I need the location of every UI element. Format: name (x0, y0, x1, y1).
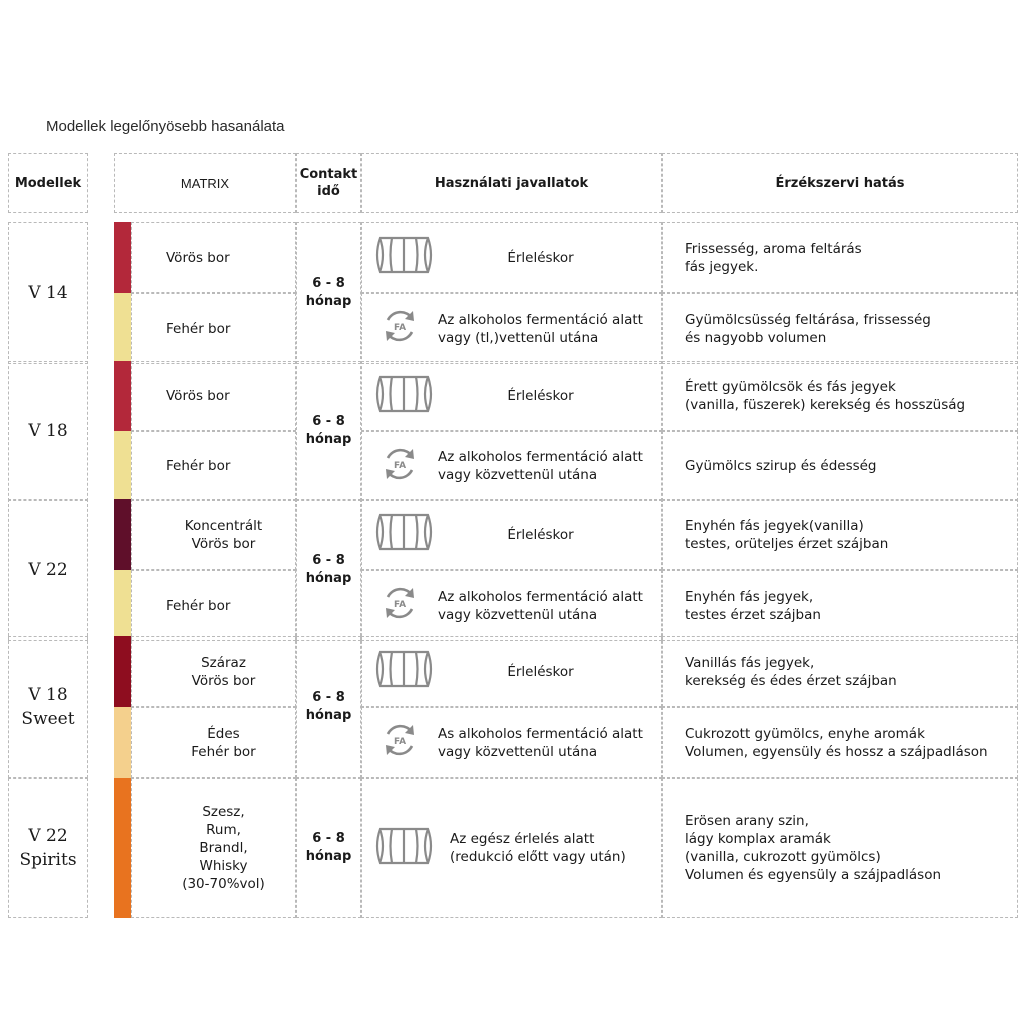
cell-text: 6 - 8 hónap (305, 414, 352, 447)
matrix-color-swatch (114, 499, 131, 570)
cell-text: Érleléskor (507, 249, 574, 266)
cell-text: Száraz Vörös bor (191, 654, 256, 689)
cell-text: Érleléskor (507, 526, 574, 543)
cell-text: Fehér bor (166, 320, 231, 337)
barrel-icon (372, 234, 436, 281)
model-cell-3 (8, 636, 88, 778)
header-contact-time: Contakt idő (296, 153, 361, 213)
effect-cell (662, 570, 1018, 641)
cell-text: Szesz, Rum, Brandl, Whisky (30-70%vol) (182, 804, 265, 892)
cell-text: Cukrozott gyümölcs, enyhe aromák Volumen, egyensüly és hossz a szájpadláson (685, 725, 988, 760)
usage-cell (361, 293, 662, 364)
usage-cell (361, 361, 662, 431)
matrix-color-swatch (114, 778, 131, 918)
effect-cell (662, 431, 1018, 501)
matrix-cell (131, 431, 296, 501)
usage-cell (361, 222, 662, 293)
cell-text: Enyhén fás jegyek(vanilla) testes, orüteljes érzet szájban (685, 517, 889, 552)
fermentation-cycle-icon (380, 306, 420, 351)
svg-text:FA: FA (393, 460, 407, 471)
matrix-cell (131, 778, 296, 918)
matrix-cell (131, 293, 296, 364)
matrix-color-swatch (114, 361, 131, 431)
effect-cell (662, 778, 1018, 918)
matrix-color-swatch (114, 293, 131, 364)
header-usage: Használati javallatok (361, 153, 662, 213)
matrix-cell (131, 361, 296, 431)
cell-text: Az alkoholos fermentáció alatt vagy közvettenül utána (438, 449, 643, 483)
cell-text: As alkoholos fermentáció alatt vagy közvettenül utána (438, 725, 643, 760)
cell-text: 6 - 8 hónap (305, 831, 352, 864)
cell-text: Az alkoholos fermentáció alatt vagy közvettenül utána (438, 588, 643, 623)
fermentation-cycle-icon (380, 583, 420, 628)
cell-text: V 18 Sweet (21, 685, 75, 729)
cell-text: Frissesség, aroma feltárás fás jegyek. (685, 240, 862, 275)
header-matrix: MATRIX (114, 153, 296, 213)
page-title: Modellek legelőnyösebb hasanálata (46, 118, 285, 135)
barrel-icon (372, 648, 436, 695)
cell-text: V 18 (28, 421, 68, 441)
cell-text: Enyhén fás jegyek, testes érzet szájban (685, 588, 821, 623)
barrel-icon (372, 511, 436, 558)
header-models: Modellek (8, 153, 88, 213)
usage-cell (361, 778, 662, 918)
model-cell-2 (8, 499, 88, 641)
contact-time-cell-1 (296, 361, 361, 501)
matrix-cell (131, 707, 296, 778)
effect-cell (662, 499, 1018, 570)
svg-text:FA: FA (393, 737, 407, 747)
model-cell-1 (8, 361, 88, 501)
effect-cell (662, 707, 1018, 778)
barrel-icon (372, 825, 436, 872)
usage-cell (361, 636, 662, 707)
cell-text: Fehér bor (166, 458, 231, 474)
effect-cell (662, 361, 1018, 431)
cell-text: V 22 Spirits (19, 826, 77, 870)
svg-text:FA: FA (393, 600, 407, 610)
contact-time-cell-2 (296, 499, 361, 641)
matrix-cell (131, 570, 296, 641)
cell-text: Vanillás fás jegyek, kerekség és édes érzet szájban (685, 654, 897, 689)
cell-text: Édes Fehér bor (191, 725, 256, 760)
model-cell-4 (8, 778, 88, 918)
fermentation-cycle-icon (380, 444, 420, 489)
cell-text: Érleléskor (507, 388, 574, 404)
cell-text: 6 - 8 hónap (305, 553, 352, 586)
cell-text: Az egész érlelés alatt (redukció előtt vagy után) (450, 831, 626, 865)
matrix-color-swatch (114, 707, 131, 778)
cell-text: V 14 (28, 283, 68, 303)
contact-time-cell-3 (296, 636, 361, 778)
matrix-color-swatch (114, 222, 131, 293)
barrel-icon (372, 373, 436, 420)
matrix-cell (131, 222, 296, 293)
model-cell-0 (8, 222, 88, 364)
contact-time-cell-0 (296, 222, 361, 364)
cell-text: Fehér bor (166, 597, 231, 614)
contact-time-cell-4 (296, 778, 361, 918)
cell-text: Gyümölcs szirup és édesség (685, 458, 877, 474)
cell-text: Gyümölcsüsség feltárása, frissesség és nagyobb volumen (685, 311, 931, 346)
matrix-cell (131, 636, 296, 707)
cell-text: 6 - 8 hónap (305, 276, 352, 309)
cell-text: Koncentrált Vörös bor (184, 517, 263, 552)
usage-cell (361, 499, 662, 570)
usage-cell (361, 570, 662, 641)
matrix-color-swatch (114, 636, 131, 707)
effect-cell (662, 222, 1018, 293)
effect-cell (662, 293, 1018, 364)
cell-text: Vörös bor (166, 249, 230, 266)
cell-text: 6 - 8 hónap (305, 690, 352, 723)
svg-text:FA: FA (393, 323, 407, 333)
usage-cell (361, 707, 662, 778)
cell-text: Az alkoholos fermentáció alatt vagy (tl,)vettenül utána (438, 311, 643, 346)
cell-text: Érett gyümölcsök és fás jegyek (vanilla, füszerek) kerekség és hosszüság (685, 379, 966, 413)
cell-text: V 22 (28, 560, 68, 580)
cell-text: Vörös bor (166, 388, 230, 404)
usage-cell (361, 431, 662, 501)
cell-text: Érleléskor (507, 663, 574, 680)
matrix-color-swatch (114, 570, 131, 641)
matrix-color-swatch (114, 431, 131, 501)
effect-cell (662, 636, 1018, 707)
cell-text: Erösen arany szin, lágy komplax aramák (vanilla, cukrozott gyümölcs) Volumen és egyensüly a szájpadláson (685, 813, 942, 883)
fermentation-cycle-icon (380, 720, 420, 765)
header-effect: Érzékszervi hatás (662, 153, 1018, 213)
matrix-cell (131, 499, 296, 570)
